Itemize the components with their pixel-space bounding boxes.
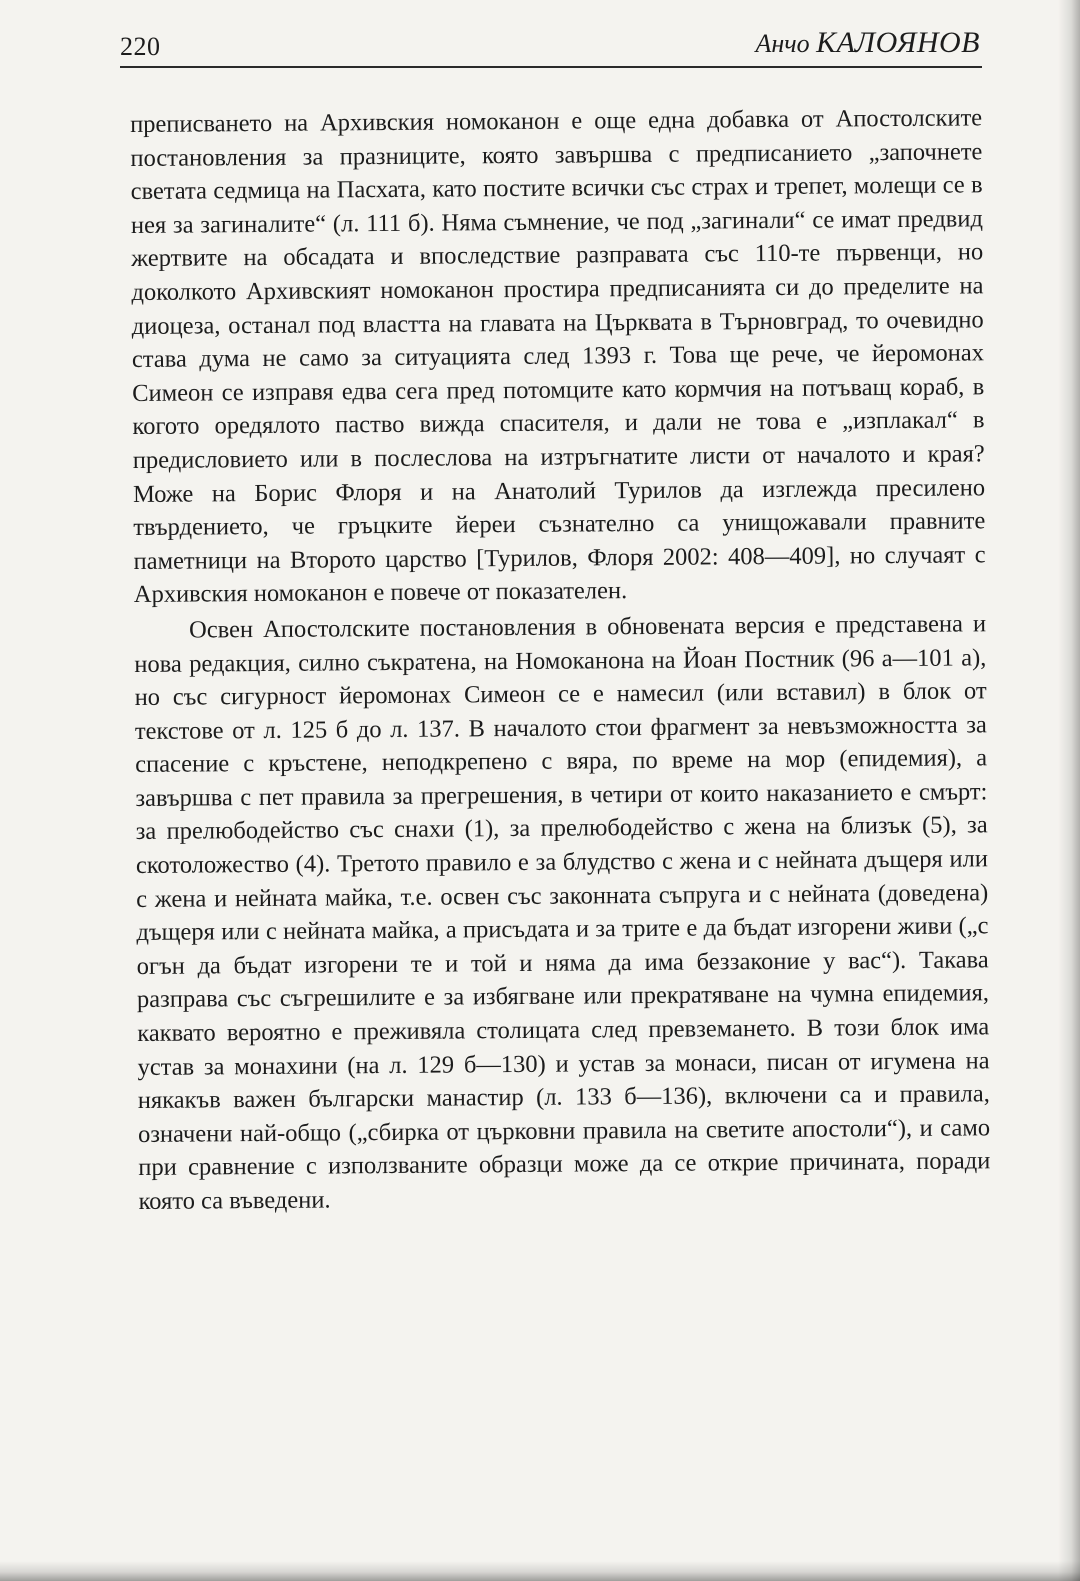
body-text xyxy=(130,101,991,1218)
page-bottom-shadow xyxy=(0,1561,1080,1581)
paragraph-1: преписването на Архивския номоканон е още една добавка от Апостолските постановления за празниците, която завършва с предписанието „започнете светата седмица на Пасхата, като постите всички със страх и трепет, молещи се в нея за загиналите“ (л. 111 б). Няма съмнение, че под „загинали“ се имат предвид жертвите на обсадата и впоследствие разправата със 110-те първенци, но доколкото Архивският номоканон простира предписанията си до пределите на диоцеза, останал под властта на главата на Църквата в Търновград, то очевидно става дума не само за ситуацията след 1393 г. Това ще рече, че йеромонах Симеон се изправя едва сега пред потомците като кормчия на потъващ кораб, в когото оредялото паство вижда спасителя, и дали не това е „изплакал“ в предисловието или в послеслова на изтръгнатите листи от началото и края? Може на Борис Флоря и на Анатолий Турилов да изглежда пресилено твърдението, че гръцките йереи съзнателно са унищожавали правните паметници на Второто царство [Турилов, Флоря 2002: 408—409], но случаят с Архивския номоканон е повече от показателен. xyxy=(130,104,986,609)
author-surname: КАЛОЯНОВ xyxy=(816,26,980,59)
page-number: 220 xyxy=(120,32,161,61)
page-edge-shadow xyxy=(1058,0,1080,1581)
author-given-name: Анчо xyxy=(755,29,817,58)
running-header xyxy=(120,22,980,66)
running-head-author xyxy=(755,26,980,60)
header-rule xyxy=(120,66,982,68)
paragraph-2: Освен Апостолските постановления в обновената версия е представена и нова редакция, силно съкратена, на Номоканона на Йоан Постник (96 а—101 а), но със сигурност йеромонах Симеон се е намесил (или вставил) в блок от текстове от л. 125 б до л. 137. В началото стои фрагмент за невъзможността за спасение с кръстене, неподкрепено с вяра, по време на мор (епидемия), а завършва с пет правила за прегрешения, в четири от които наказанието е смърт: за прелюбодейство със снахи (1), за прелюбодейство с жена на близък (5), за скотоложество (4). Третото правило е за блудство с жена и с нейната дъщеря или с жена и нейната майка, т.е. освен със законната съпруга и с нейната (доведена) дъщеря или с нейната майка, а присъдата и за трите е да бъдат изгорени живи („с огън да бъдат изгорени те и той и няма да има беззаконие у вас“). Такава разправа със съгрешилите е за избягване или прекратяване на чумна епидемия, каквато вероятно е преживяла столицата след превземането. В този блок има устав за монахини (на л. 129 б—130) и устав за монаси, писан от игумена на някакъв важен български манастир (л. 133 б—136), включени са и правила, означени най-общо („сбирка от църковни правила на светите апостоли“), и само при сравнение с използваните образци може да се открие причината, поради която са въведени. xyxy=(134,610,991,1215)
